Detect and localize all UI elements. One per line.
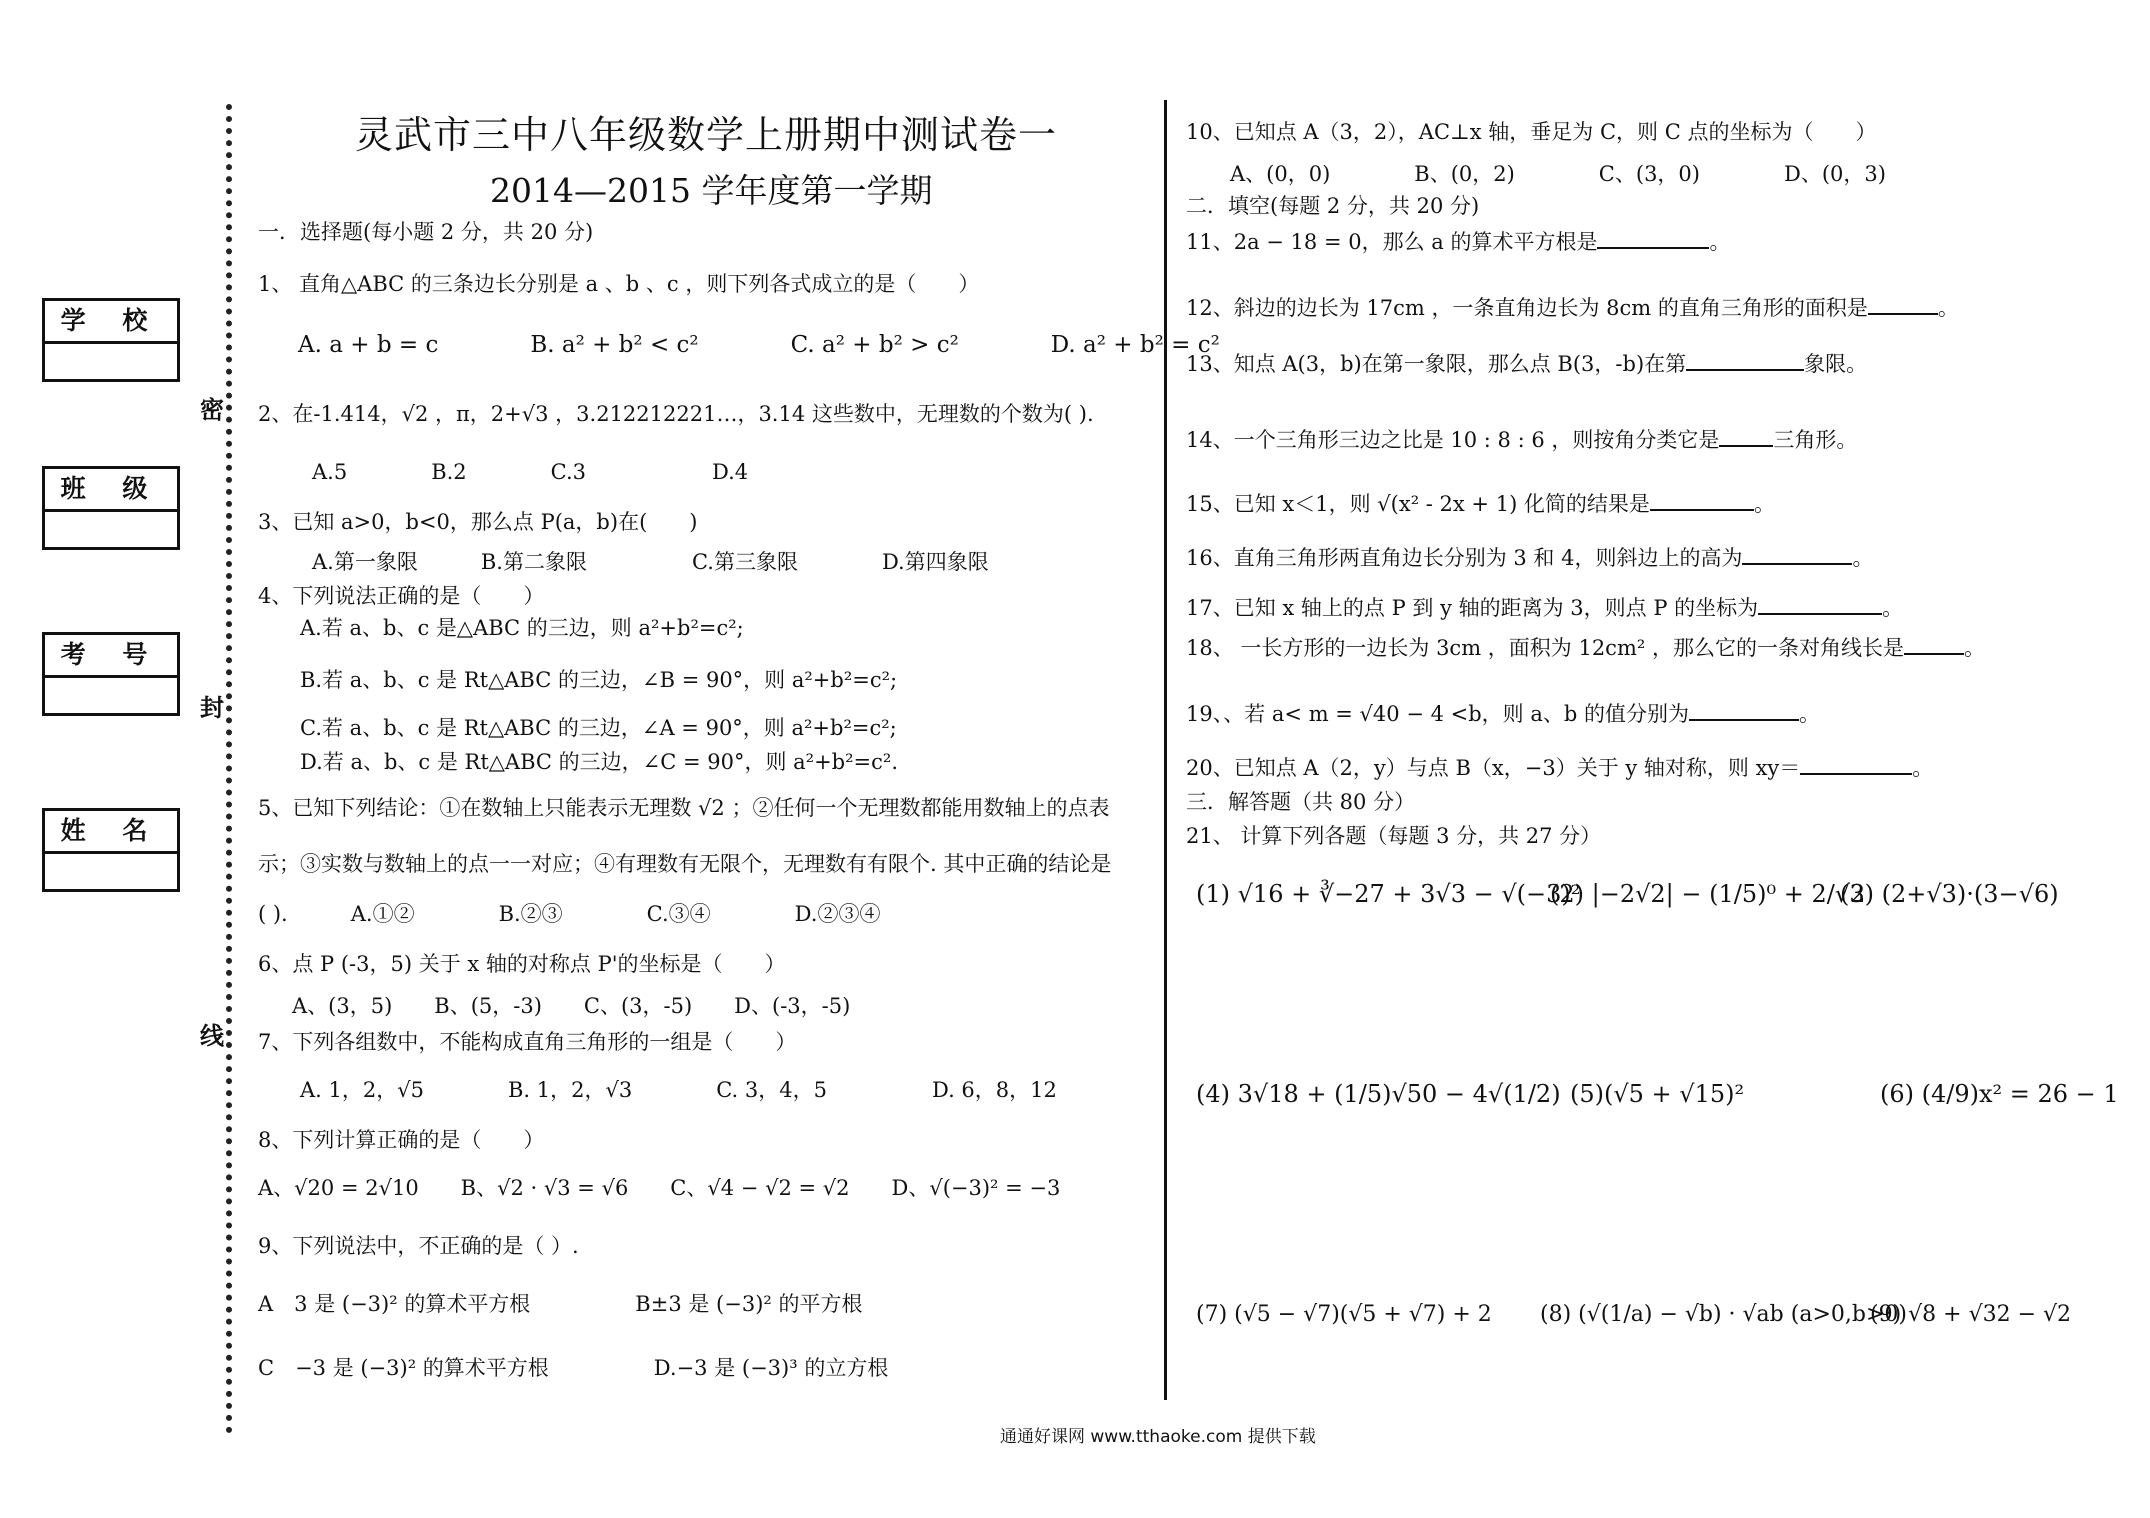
calc-item-8: (8) (√(1/a) − √b) · √ab (a>0,b>0) (1540, 1302, 1907, 1327)
answer-blank[interactable] (1597, 229, 1709, 249)
page-subtitle: 2014—2015 学年度第一学期 (490, 171, 933, 210)
answer-blank[interactable] (1868, 295, 1938, 315)
answer-blank[interactable] (1904, 635, 1964, 655)
question-2-options: A.5 B.2 C.3 D.4 (312, 460, 749, 484)
end-mark: 。 (1963, 636, 1985, 660)
section-choice-heading: 一．选择题(每小题 2 分，共 20 分) (258, 220, 594, 244)
name-box (42, 808, 180, 892)
question-8: 8、下列计算正确的是（ ） (258, 1128, 545, 1152)
question-14-text: 14、一个三角形三边之比是 10 : 8 : 6 ，则按角分类它是 (1186, 428, 1720, 452)
question-13-text: 13、知点 A(3，b)在第一象限，那么点 B(3，-b)在第 (1186, 352, 1687, 376)
question-3-options: A.第一象限 B.第二象限 C.第三象限 D.第四象限 (312, 550, 989, 574)
question-5-line-1: 5、已知下列结论：①在数轴上只能表示无理数 √2 ；②任何一个无理数都能用数轴上的点表 (258, 796, 1110, 820)
question-5-line-3: ( ). A.①② B.②③ C.③④ D.②③④ (258, 902, 881, 926)
seal-xian: 线 (200, 1021, 224, 1050)
question-21: 21、 计算下列各题（每题 3 分，共 27 分） (1186, 824, 1602, 848)
answer-blank[interactable] (1650, 491, 1754, 511)
answer-blank[interactable] (1742, 545, 1852, 565)
end-mark: 。 (1937, 296, 1959, 320)
question-4: 4、下列说法正确的是（ ） (258, 584, 545, 608)
question-14 (1186, 424, 1857, 454)
answer-blank[interactable] (1758, 595, 1882, 615)
question-5-line-2: 示；③实数与数轴上的点一一对应；④有理数有无限个，无理数有有限个. 其中正确的结论是 (258, 852, 1112, 876)
calc-item-3: (3) (2+√3)·(3−√6) (1840, 880, 2059, 908)
end-mark: 。 (1753, 492, 1775, 516)
end-mark: 。 (1912, 756, 1934, 780)
calc-item-4: (4) 3√18 + (1/5)√50 − 4√(1/2) (1196, 1080, 1561, 1108)
question-16-text: 16、直角三角形两直角边长分别为 3 和 4，则斜边上的高为 (1186, 546, 1743, 570)
answer-blank[interactable] (1686, 351, 1804, 371)
end-mark: 。 (1882, 596, 1904, 620)
question-4-option-b: B.若 a、b、c 是 Rt△ABC 的三边，∠B = 90°，则 a²+b²=c²; (300, 668, 898, 692)
answer-blank[interactable] (1800, 755, 1912, 775)
question-4-option-c: C.若 a、b、c 是 Rt△ABC 的三边，∠A = 90°，则 a²+b²=c²; (300, 716, 897, 740)
binding-dotted-line (226, 104, 232, 1434)
calc-item-6: (6) (4/9)x² = 26 − 1 (1880, 1080, 2119, 1108)
question-4-option-a: A.若 a、b、c 是△ABC 的三边，则 a²+b²=c²; (300, 616, 744, 640)
question-18-text: 18、 一长方形的一边长为 3cm ，面积为 12cm² ，那么它的一条对角线长是 (1186, 636, 1904, 660)
question-13-suffix: 象限。 (1804, 352, 1868, 376)
question-3: 3、已知 a>0，b<0，那么点 P(a，b)在( ) (258, 510, 698, 534)
school-label: 学 校 (45, 301, 177, 344)
question-8-options: A、√20 = 2√10 B、√2 · √3 = √6 C、√4 − √2 = √2 D、√(−3)² = −3 (258, 1176, 1061, 1200)
question-12-text: 12、斜边的边长为 17cm ，一条直角边长为 8cm 的直角三角形的面积是 (1186, 296, 1868, 320)
question-16 (1186, 542, 1873, 572)
footer-credit: 通通好课网 www.tthaoke.com 提供下载 (1000, 1427, 1316, 1447)
exam-number-label: 考 号 (45, 635, 177, 678)
calc-item-2: (2) |−2√2| − (1/5)⁰ + 2/√2 (1550, 880, 1866, 908)
question-9: 9、下列说法中，不正确的是（ ）. (258, 1234, 579, 1258)
column-divider (1164, 100, 1167, 1400)
question-10-options: A、(0，0) B、(0，2) C、(3，0) D、(0，3) (1230, 162, 1886, 186)
exam-number-box (42, 632, 180, 716)
question-11-text: 11、2a − 18 = 0，那么 a 的算术平方根是 (1186, 230, 1598, 254)
answer-blank[interactable] (1719, 427, 1773, 447)
question-4-option-d: D.若 a、b、c 是 Rt△ABC 的三边，∠C = 90°，则 a²+b²=c². (300, 750, 898, 774)
question-11 (1186, 226, 1730, 256)
question-13 (1186, 348, 1867, 378)
calc-item-1: (1) √16 + ∛−27 + 3√3 − √(−3)² (1196, 880, 1581, 908)
question-17-text: 17、已知 x 轴上的点 P 到 y 轴的距离为 3，则点 P 的坐标为 (1186, 596, 1759, 620)
question-7-options: A. 1，2，√5 B. 1，2，√3 C. 3，4，5 D. 6，8，12 (300, 1078, 1057, 1102)
calc-item-9: (9) √8 + √32 − √2 (1870, 1302, 2072, 1327)
page-title: 灵武市三中八年级数学上册期中测试卷一 (355, 113, 1058, 157)
question-20-text: 20、已知点 A（2，y）与点 B（x，−3）关于 y 轴对称，则 xy＝ (1186, 756, 1801, 780)
question-15-text: 15、已知 x＜1，则 √(x² - 2x + 1) 化简的结果是 (1186, 492, 1650, 516)
question-20 (1186, 752, 1933, 782)
end-mark: 。 (1852, 546, 1874, 570)
question-14-suffix: 三角形。 (1773, 428, 1858, 452)
seal-feng: 封 (200, 693, 224, 722)
question-10: 10、已知点 A（3，2），AC⊥x 轴，垂足为 C，则 C 点的坐标为（ ） (1186, 120, 1877, 144)
class-box (42, 466, 180, 550)
question-1: 1、 直角△ABC 的三条边长分别是 a 、b 、c ，则下列各式成立的是（ ） (258, 272, 980, 296)
question-15 (1186, 488, 1775, 518)
end-mark: 。 (1798, 702, 1820, 726)
class-label: 班 级 (45, 469, 177, 512)
end-mark: 。 (1709, 230, 1731, 254)
section-answer-heading: 三．解答题（共 80 分） (1186, 790, 1416, 814)
question-12 (1186, 292, 1959, 322)
question-2: 2、在-1.414，√2 ，π，2+√3 ，3.212212221…，3.14 这些数中，无理数的个数为( ). (258, 402, 1094, 426)
seal-mi: 密 (200, 395, 224, 424)
question-18 (1186, 632, 1985, 662)
calc-item-5: (5)(√5 + √15)² (1570, 1080, 1745, 1108)
school-box (42, 298, 180, 382)
section-fill-heading: 二．填空(每题 2 分，共 20 分) (1186, 194, 1480, 218)
question-19-text: 19、、若 a< m = √40 − 4 <b，则 a、b 的值分别为 (1186, 702, 1689, 726)
question-17 (1186, 592, 1903, 622)
question-9-options-cd: C −3 是 (−3)² 的算术平方根 D.−3 是 (−3)³ 的立方根 (258, 1356, 889, 1380)
answer-blank[interactable] (1689, 701, 1799, 721)
question-9-options-ab: A 3 是 (−3)² 的算术平方根 B±3 是 (−3)² 的平方根 (258, 1292, 863, 1316)
calc-item-7: (7) (√5 − √7)(√5 + √7) + 2 (1196, 1302, 1492, 1327)
question-19 (1186, 698, 1820, 728)
question-1-options: A. a + b = c B. a² + b² < c² C. a² + b² > c² D. a² + b² = c² (298, 332, 1220, 358)
question-6-options: A、(3，5) B、(5，-3) C、(3，-5) D、(-3，-5) (292, 994, 851, 1018)
name-label: 姓 名 (45, 811, 177, 854)
question-6: 6、点 P (-3，5) 关于 x 轴的对称点 P'的坐标是（ ） (258, 952, 786, 976)
question-7: 7、下列各组数中，不能构成直角三角形的一组是（ ） (258, 1030, 797, 1054)
